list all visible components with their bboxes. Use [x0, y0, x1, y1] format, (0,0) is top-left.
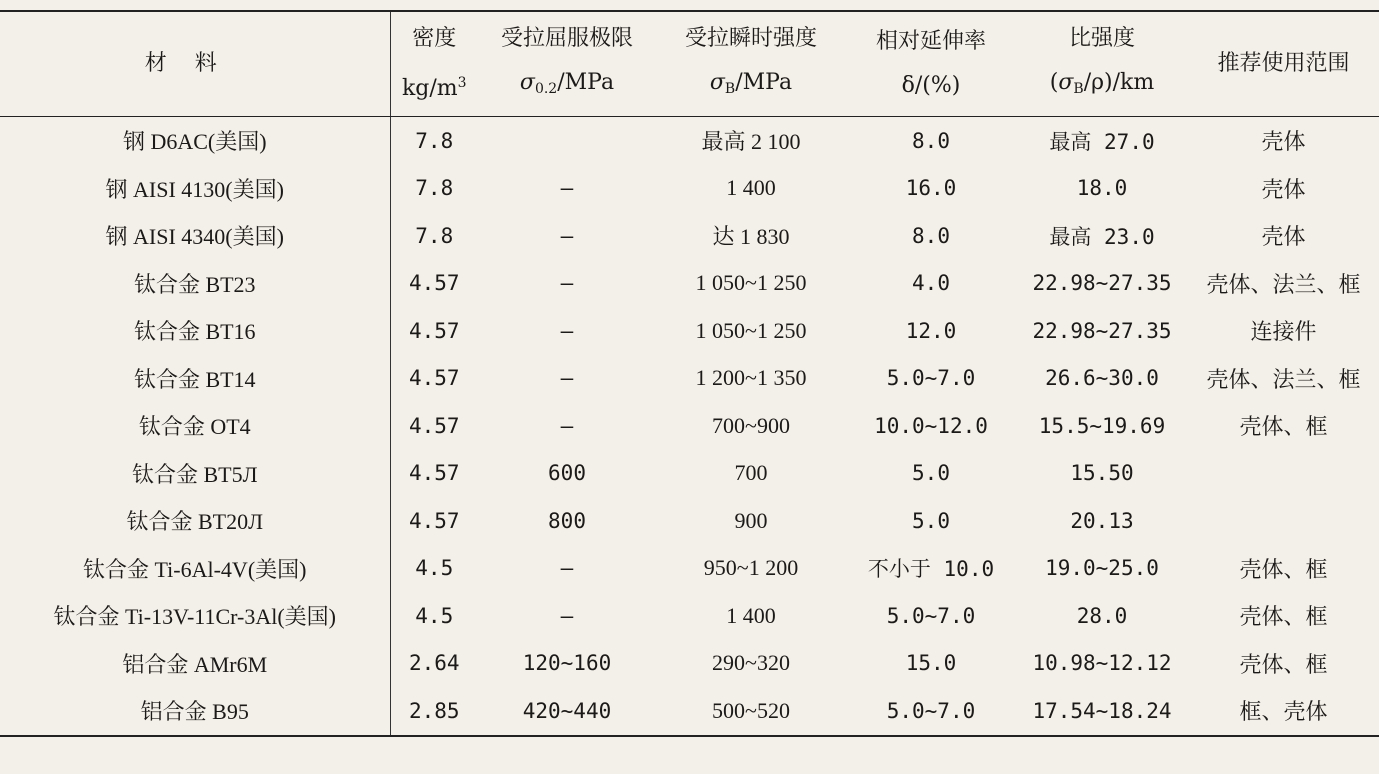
- cell-specific: 15.5~19.69: [1038, 413, 1166, 438]
- cell-usage: 壳体、法兰、框: [1206, 367, 1361, 393]
- header-density-label: 密度: [412, 26, 457, 51]
- table-row: [0, 640, 1379, 688]
- table-body: [0, 117, 1379, 736]
- header-density: [390, 11, 478, 117]
- cell-yield: —: [560, 176, 574, 201]
- cell-strength: 达 1 830: [712, 224, 790, 250]
- cell-usage: 壳体、法兰、框: [1206, 272, 1361, 298]
- header-strength-unit: $\sigma_B$/MPa: [709, 70, 793, 97]
- cell-density: 2.64: [408, 651, 460, 676]
- cell-material: 钢 D6AC(美国): [0, 117, 390, 165]
- cell-specific: 17.54~18.24: [1016, 687, 1188, 736]
- materials-table: [0, 10, 1379, 737]
- cell-specific: 18.0: [1076, 176, 1128, 201]
- header-yield: [478, 11, 656, 117]
- cell-specific: 28.0: [1076, 603, 1128, 628]
- cell-strength: 700: [734, 460, 768, 486]
- cell-yield: —: [560, 223, 574, 248]
- table-row: [0, 687, 1379, 736]
- cell-strength: 1 050~1 250: [695, 317, 807, 343]
- cell-density: 2.85: [390, 687, 478, 736]
- cell-elongation: 5.0~7.0: [886, 603, 976, 628]
- table-row: [0, 402, 1379, 450]
- cell-material: 钛合金 BT14: [0, 355, 390, 403]
- header-yield-unit: $\sigma_{0.2}$/MPa: [519, 70, 615, 97]
- cell-usage: 壳体、框: [1239, 557, 1328, 583]
- cell-elongation: 8.0: [912, 128, 950, 153]
- cell-usage: 壳体: [1261, 130, 1306, 156]
- cell-elongation: 5.0~7.0: [886, 366, 976, 391]
- cell-density: 7.8: [415, 176, 454, 201]
- table-header: [0, 11, 1379, 117]
- cell-strength: 950~1 200: [703, 555, 799, 581]
- cell-yield: —: [560, 603, 574, 628]
- cell-usage: 壳体: [1261, 177, 1306, 203]
- header-elongation: [846, 11, 1016, 117]
- cell-elongation: 8.0: [912, 223, 950, 248]
- cell-yield: —: [560, 318, 574, 343]
- cell-usage: [1188, 497, 1379, 545]
- cell-specific: 最高 27.0: [1049, 129, 1155, 154]
- cell-density: 4.57: [408, 366, 460, 391]
- header-yield-label: 受拉屈服极限: [500, 26, 633, 51]
- table-row: [0, 212, 1379, 260]
- cell-density: 4.57: [408, 413, 460, 438]
- table-row: [0, 307, 1379, 355]
- cell-material: 钛合金 OT4: [0, 402, 390, 450]
- cell-usage: 壳体、框: [1239, 652, 1328, 678]
- table-row: [0, 450, 1379, 498]
- cell-elongation: 15.0: [905, 651, 957, 676]
- cell-strength: 700~900: [712, 412, 790, 438]
- header-usage: [1188, 11, 1379, 117]
- cell-elongation: 不小于 10.0: [867, 557, 995, 582]
- cell-density: 4.5: [415, 603, 454, 628]
- header-row: [0, 11, 1379, 117]
- cell-material: 钛合金 BT20Л: [0, 497, 390, 545]
- header-material-label: 材料: [144, 51, 245, 76]
- table-row: [0, 355, 1379, 403]
- cell-yield: 420~440: [478, 687, 656, 736]
- cell-yield: —: [560, 413, 574, 438]
- cell-specific: 20.13: [1070, 508, 1134, 533]
- header-specific-unit: $(\sigma_B/\rho)/km$: [1049, 70, 1155, 97]
- cell-elongation: 16.0: [905, 176, 957, 201]
- table-row: [0, 592, 1379, 640]
- cell-specific: 22.98~27.35: [1032, 271, 1172, 296]
- cell-density: 4.5: [415, 556, 454, 581]
- cell-elongation: 12.0: [905, 318, 957, 343]
- header-usage-label: 推荐使用范围: [1217, 51, 1350, 76]
- cell-yield: —: [560, 271, 574, 296]
- header-strength-label: 受拉瞬时强度: [684, 26, 817, 51]
- cell-strength: 900: [734, 507, 768, 533]
- cell-elongation: 5.0: [912, 461, 950, 486]
- cell-material: 钛合金 BT16: [0, 307, 390, 355]
- cell-yield: 800: [548, 508, 586, 533]
- header-density-unit: $kg/m^3$: [401, 75, 467, 101]
- header-strength: [656, 11, 846, 117]
- cell-strength: 1 400: [726, 175, 776, 201]
- cell-yield: —: [560, 556, 574, 581]
- table-row: [0, 165, 1379, 213]
- cell-usage: 壳体、框: [1239, 415, 1328, 441]
- cell-strength: 1 050~1 250: [695, 270, 807, 296]
- header-elongation-unit: δ/(%): [901, 73, 961, 98]
- cell-material: 钢 AISI 4130(美国): [0, 165, 390, 213]
- table-row: [0, 545, 1379, 593]
- cell-yield: 120~160: [522, 651, 612, 676]
- cell-elongation: 5.0~7.0: [846, 687, 1016, 736]
- header-specific-label: 比强度: [1068, 26, 1135, 51]
- cell-strength: 1 200~1 350: [695, 365, 807, 391]
- cell-yield: [478, 117, 656, 165]
- table-row: [0, 497, 1379, 545]
- cell-material: 钢 AISI 4340(美国): [0, 212, 390, 260]
- cell-material: 钛合金 BT5Л: [0, 450, 390, 498]
- header-specific: [1016, 11, 1188, 117]
- cell-specific: 19.0~25.0: [1045, 556, 1159, 581]
- cell-specific: 26.6~30.0: [1045, 366, 1159, 391]
- cell-density: 4.57: [408, 508, 460, 533]
- cell-density: 4.57: [408, 318, 460, 343]
- cell-density: 7.8: [415, 223, 454, 248]
- cell-usage: 框、壳体: [1188, 687, 1379, 736]
- cell-usage: 壳体、框: [1239, 605, 1328, 631]
- cell-density: 7.8: [415, 128, 454, 153]
- cell-usage: 壳体: [1261, 225, 1306, 251]
- cell-yield: —: [560, 366, 574, 391]
- cell-specific: 10.98~12.12: [1032, 651, 1172, 676]
- cell-elongation: 5.0: [912, 508, 950, 533]
- cell-strength: 290~320: [712, 650, 790, 676]
- cell-material: 钛合金 BT23: [0, 260, 390, 308]
- cell-specific: 最高 23.0: [1049, 224, 1155, 249]
- cell-strength: 1 400: [726, 602, 776, 628]
- header-elongation-label: 相对延伸率: [875, 29, 986, 54]
- table-row: [0, 260, 1379, 308]
- cell-density: 4.57: [408, 461, 460, 486]
- header-material: [0, 11, 390, 117]
- cell-yield: 600: [548, 461, 586, 486]
- cell-strength: 最高 2 100: [701, 129, 801, 155]
- cell-usage: 连接件: [1250, 320, 1317, 346]
- cell-material: 铝合金 AMr6M: [0, 640, 390, 688]
- cell-material: 钛合金 Ti-13V-11Cr-3Al(美国): [0, 592, 390, 640]
- cell-density: 4.57: [408, 271, 460, 296]
- cell-specific: 22.98~27.35: [1032, 318, 1172, 343]
- cell-strength: 500~520: [656, 687, 846, 736]
- cell-elongation: 4.0: [912, 271, 950, 296]
- cell-elongation: 10.0~12.0: [874, 413, 988, 438]
- cell-material: 铝合金 B95: [0, 687, 390, 736]
- cell-specific: 15.50: [1070, 461, 1134, 486]
- table-row: [0, 117, 1379, 165]
- cell-material: 钛合金 Ti-6Al-4V(美国): [0, 545, 390, 593]
- cell-usage: [1188, 450, 1379, 498]
